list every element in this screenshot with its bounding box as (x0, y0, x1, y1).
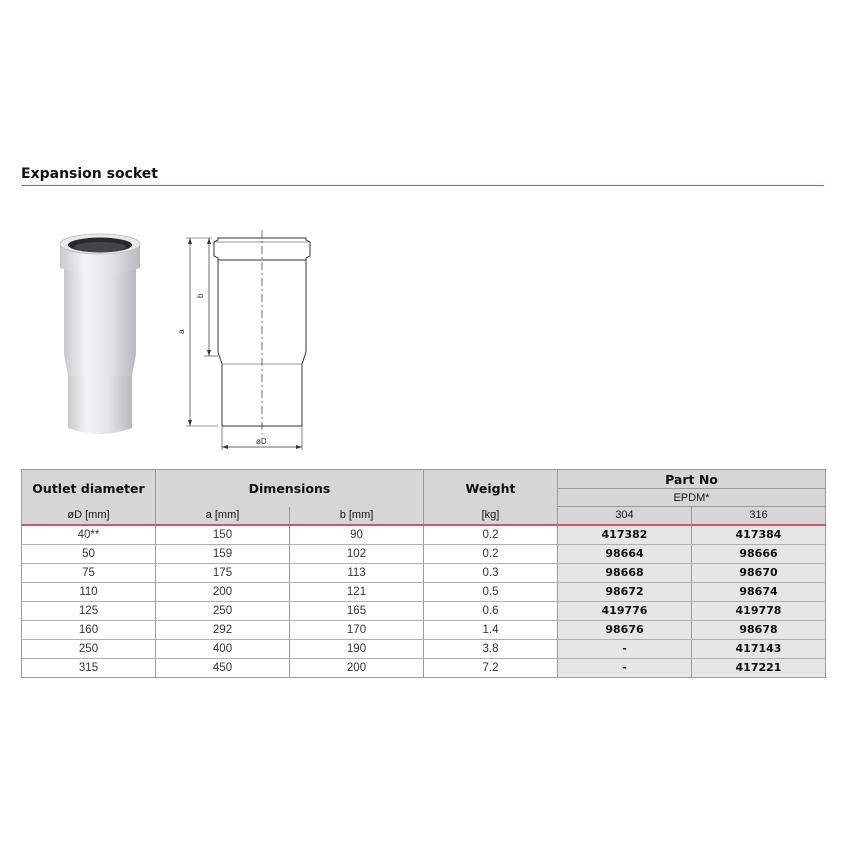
cell-weight: 0.2 (424, 544, 558, 563)
table-row (22, 563, 826, 582)
cell-dim-b: 200 (290, 658, 424, 677)
cell-outlet-diameter: 315 (22, 658, 156, 677)
table-row (22, 525, 826, 545)
dim-label-a: a (177, 329, 186, 334)
technical-drawing (176, 226, 326, 454)
cell-outlet-diameter: 75 (22, 563, 156, 582)
cell-weight: 3.8 (424, 639, 558, 658)
cell-outlet-diameter: 125 (22, 601, 156, 620)
cell-dim-a: 175 (156, 563, 290, 582)
cell-part-316: 98674 (692, 582, 826, 601)
cell-dim-a: 150 (156, 525, 290, 545)
table-row (22, 620, 826, 639)
cell-dim-b: 165 (290, 601, 424, 620)
cell-part-316: 417143 (692, 639, 826, 658)
table-row (22, 582, 826, 601)
cell-part-304: 98668 (558, 563, 692, 582)
cell-dim-b: 170 (290, 620, 424, 639)
cell-weight: 7.2 (424, 658, 558, 677)
cell-dim-a: 250 (156, 601, 290, 620)
header-dim-a: a [mm] (156, 507, 290, 525)
table-row (22, 601, 826, 620)
cell-weight: 0.3 (424, 563, 558, 582)
spec-table (21, 469, 826, 678)
title-divider (21, 185, 824, 186)
table-row (22, 658, 826, 677)
cell-weight: 0.2 (424, 525, 558, 545)
cell-outlet-diameter: 110 (22, 582, 156, 601)
cell-dim-b: 90 (290, 525, 424, 545)
header-epdm: EPDM* (558, 489, 826, 507)
header-outlet-unit: øD [mm] (22, 507, 156, 525)
cell-dim-a: 400 (156, 639, 290, 658)
cell-outlet-diameter: 250 (22, 639, 156, 658)
header-weight: Weight (424, 470, 558, 507)
cell-part-304: 98676 (558, 620, 692, 639)
cell-part-316: 98678 (692, 620, 826, 639)
cell-part-316: 417384 (692, 525, 826, 545)
cell-part-316: 98666 (692, 544, 826, 563)
header-part-no: Part No (558, 470, 826, 489)
header-col-304: 304 (558, 507, 692, 525)
header-weight-unit: [kg] (424, 507, 558, 525)
header-outlet-diameter: Outlet diameter (22, 470, 156, 507)
header-col-316: 316 (692, 507, 826, 525)
header-dimensions: Dimensions (156, 470, 424, 507)
cell-dim-a: 450 (156, 658, 290, 677)
cell-part-304: 98672 (558, 582, 692, 601)
dim-label-d: øD (256, 437, 267, 446)
table-row (22, 639, 826, 658)
cell-outlet-diameter: 160 (22, 620, 156, 639)
cell-part-316: 98670 (692, 563, 826, 582)
cell-weight: 0.5 (424, 582, 558, 601)
cell-dim-b: 121 (290, 582, 424, 601)
cell-part-304: 419776 (558, 601, 692, 620)
cell-part-316: 419778 (692, 601, 826, 620)
cell-dim-b: 190 (290, 639, 424, 658)
cell-dim-a: 159 (156, 544, 290, 563)
cell-dim-b: 113 (290, 563, 424, 582)
cell-weight: 1.4 (424, 620, 558, 639)
dim-label-b: b (196, 293, 205, 298)
header-dim-b: b [mm] (290, 507, 424, 525)
table-row (22, 544, 826, 563)
cell-outlet-diameter: 50 (22, 544, 156, 563)
cell-part-304: 98664 (558, 544, 692, 563)
cell-part-316: 417221 (692, 658, 826, 677)
cell-part-304: - (558, 658, 692, 677)
cell-part-304: - (558, 639, 692, 658)
cell-weight: 0.6 (424, 601, 558, 620)
product-photo (50, 226, 150, 442)
cell-dim-b: 102 (290, 544, 424, 563)
cell-dim-a: 200 (156, 582, 290, 601)
cell-part-304: 417382 (558, 525, 692, 545)
cell-outlet-diameter: 40** (22, 525, 156, 545)
cell-dim-a: 292 (156, 620, 290, 639)
page-title: Expansion socket (21, 166, 158, 182)
